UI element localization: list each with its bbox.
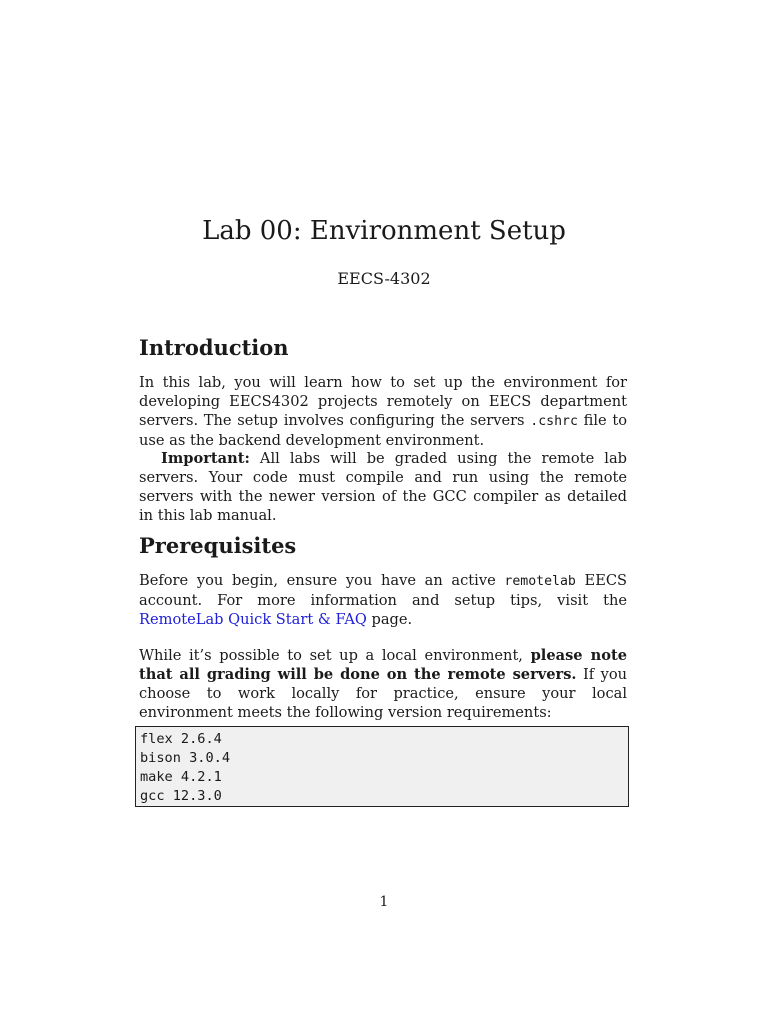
version-line: bison 3.0.4 [140, 750, 231, 766]
remotelab-faq-link[interactable]: RemoteLab Quick Start & FAQ [139, 611, 367, 628]
prereq-text-part: EECS account. For more information and setup tips, visit the [139, 572, 628, 609]
introduction-heading: Introduction [139, 335, 289, 360]
version-line: make 4.2.1 [140, 769, 222, 785]
prerequisites-heading: Prerequisites [139, 533, 297, 558]
important-text: All labs will be graded using the remote lab servers. Your code must compile and run using the remote servers with the newer version of the GCC compiler as detailed in this lab manual. [139, 450, 627, 524]
local-text-part: If you choose to work locally for practice, ensure your local environment meets the following version requirements: [139, 666, 627, 721]
prerequisites-paragraph [139, 571, 627, 629]
remotelab-code: remotelab [504, 574, 576, 589]
version-line: gcc 12.3.0 [140, 788, 222, 804]
course-code: EECS-4302 [337, 269, 431, 288]
local-environment-paragraph [139, 646, 627, 722]
local-text-part: While it’s possible to set up a local environment, [139, 647, 531, 664]
cshrc-code: .cshrc [530, 414, 578, 429]
page-number: 1 [379, 894, 389, 910]
intro-text-part: file to use as the backend development environment. [139, 412, 627, 449]
version-requirements-box [135, 726, 629, 807]
prereq-text-part: page. [366, 611, 413, 628]
important-paragraph [139, 449, 627, 525]
introduction-paragraph [139, 373, 627, 450]
document-title: Lab 00: Environment Setup [202, 216, 566, 246]
intro-text-part: In this lab, you will learn how to set up the environment for developing EECS4302 projects remotely on EECS department servers. The setup involves configuring the servers [139, 374, 627, 429]
grading-note: please note that all grading will be done on the remote servers. [139, 647, 627, 683]
important-label: Important: [161, 450, 250, 467]
version-line: flex 2.6.4 [140, 731, 222, 747]
prereq-text-part: Before you begin, ensure you have an active [139, 572, 505, 589]
